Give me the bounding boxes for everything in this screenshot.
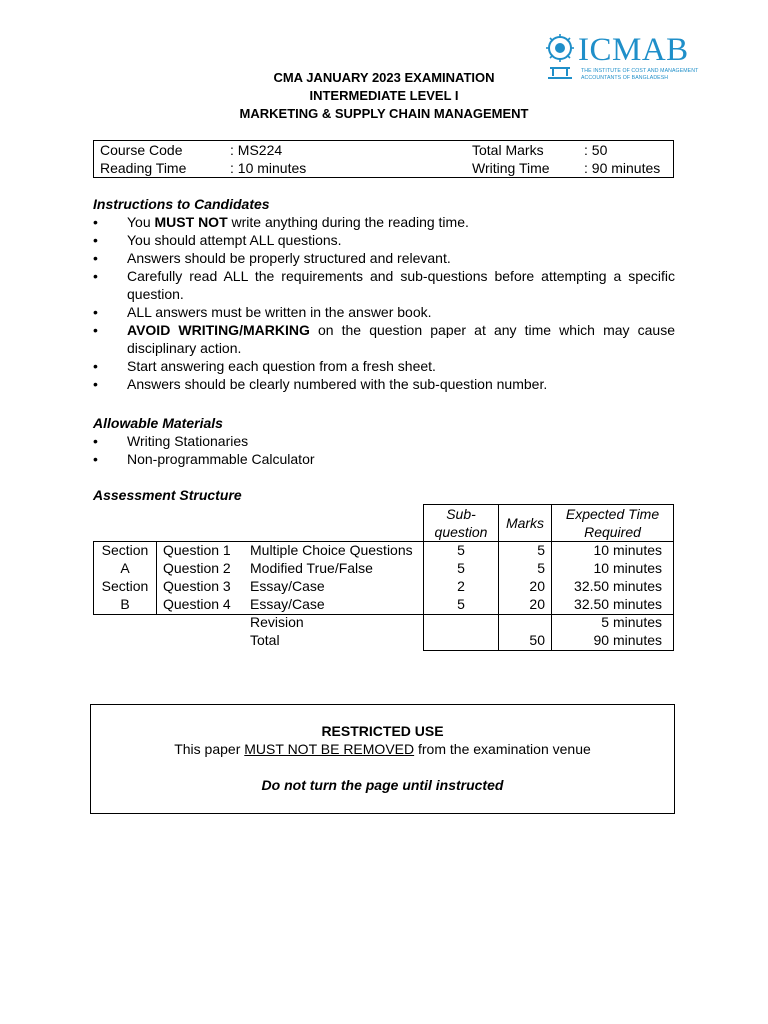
instructions-heading: Instructions to Candidates — [93, 196, 270, 212]
col-time-header-2: Required — [584, 524, 641, 540]
total-marks-label: Total Marks — [472, 142, 544, 158]
list-item: • Writing Stationaries — [93, 432, 675, 450]
assessment-table: Sub- question Marks Expected Time Required Section A Section B Question 1 Multiple Choice Questions 5 5 10 minutes Question 2 Modified True/False 5 5 10 minutes Question 3 Essay/Case 2 20 32.50 minutes Question 4 Essay/Case 5 20 32.50 minutes Revision 5 minutes Total 50 90 minutes — [93, 504, 675, 652]
course-code-value: : MS224 — [230, 142, 283, 158]
list-item: • ALL answers must be written in the answer book. — [93, 303, 675, 321]
logo-subtitle-line2: ACCOUNTANTS OF BANGLADESH — [581, 75, 669, 81]
course-info-table — [93, 140, 674, 178]
section-a-label-1: Section — [101, 542, 149, 558]
reading-time-value: : 10 minutes — [230, 160, 307, 176]
logo-wordmark: ICMAB — [578, 32, 689, 68]
writing-time-value: : 90 minutes — [584, 160, 661, 176]
col-subquestion-header-2: question — [434, 524, 488, 540]
writing-time-label: Writing Time — [472, 160, 550, 176]
materials-list — [93, 432, 675, 468]
section-b-label-2: B — [120, 596, 130, 612]
list-item: • Start answering each question from a fresh sheet. — [93, 357, 675, 375]
instructions-list — [93, 213, 675, 393]
materials-heading: Allowable Materials — [93, 415, 223, 431]
list-item: • Answers should be properly structured and relevant. — [93, 249, 675, 267]
exam-subject: MARKETING & SUPPLY CHAIN MANAGEMENT — [239, 106, 529, 121]
exam-header — [0, 69, 768, 123]
section-a-label-2: A — [120, 560, 130, 576]
list-item: • You MUST NOT write anything during the reading time. — [93, 213, 675, 231]
col-marks-header: Marks — [505, 515, 545, 531]
restricted-notice: Do not turn the page until instructed — [261, 777, 504, 793]
col-subquestion-header-1: Sub- — [446, 506, 476, 522]
section-b-label-1: Section — [101, 578, 149, 594]
restricted-use-box — [90, 704, 675, 814]
list-item: • Carefully read ALL the requirements and sub-questions before attempting a specific question. — [93, 267, 675, 303]
total-marks-value: : 50 — [584, 142, 608, 158]
list-item: • You should attempt ALL questions. — [93, 231, 675, 249]
col-time-header-1: Expected Time — [565, 506, 660, 522]
list-item: • Non-programmable Calculator — [93, 450, 675, 468]
list-item: • Answers should be clearly numbered with the sub-question number. — [93, 375, 675, 393]
reading-time-label: Reading Time — [100, 160, 187, 176]
restricted-heading: RESTRICTED USE — [321, 723, 444, 739]
assessment-heading: Assessment Structure — [93, 487, 242, 503]
logo-subtitle-line1: THE INSTITUTE OF COST AND MANAGEMENT — [581, 68, 699, 74]
exam-title: CMA JANUARY 2023 EXAMINATION — [273, 70, 495, 85]
course-code-label: Course Code — [100, 142, 183, 158]
restricted-text: This paper MUST NOT BE REMOVED from the examination venue — [174, 741, 591, 757]
list-item: • AVOID WRITING/MARKING on the question paper at any time which may cause disciplinary action. — [93, 321, 675, 357]
exam-level: INTERMEDIATE LEVEL I — [309, 88, 459, 103]
